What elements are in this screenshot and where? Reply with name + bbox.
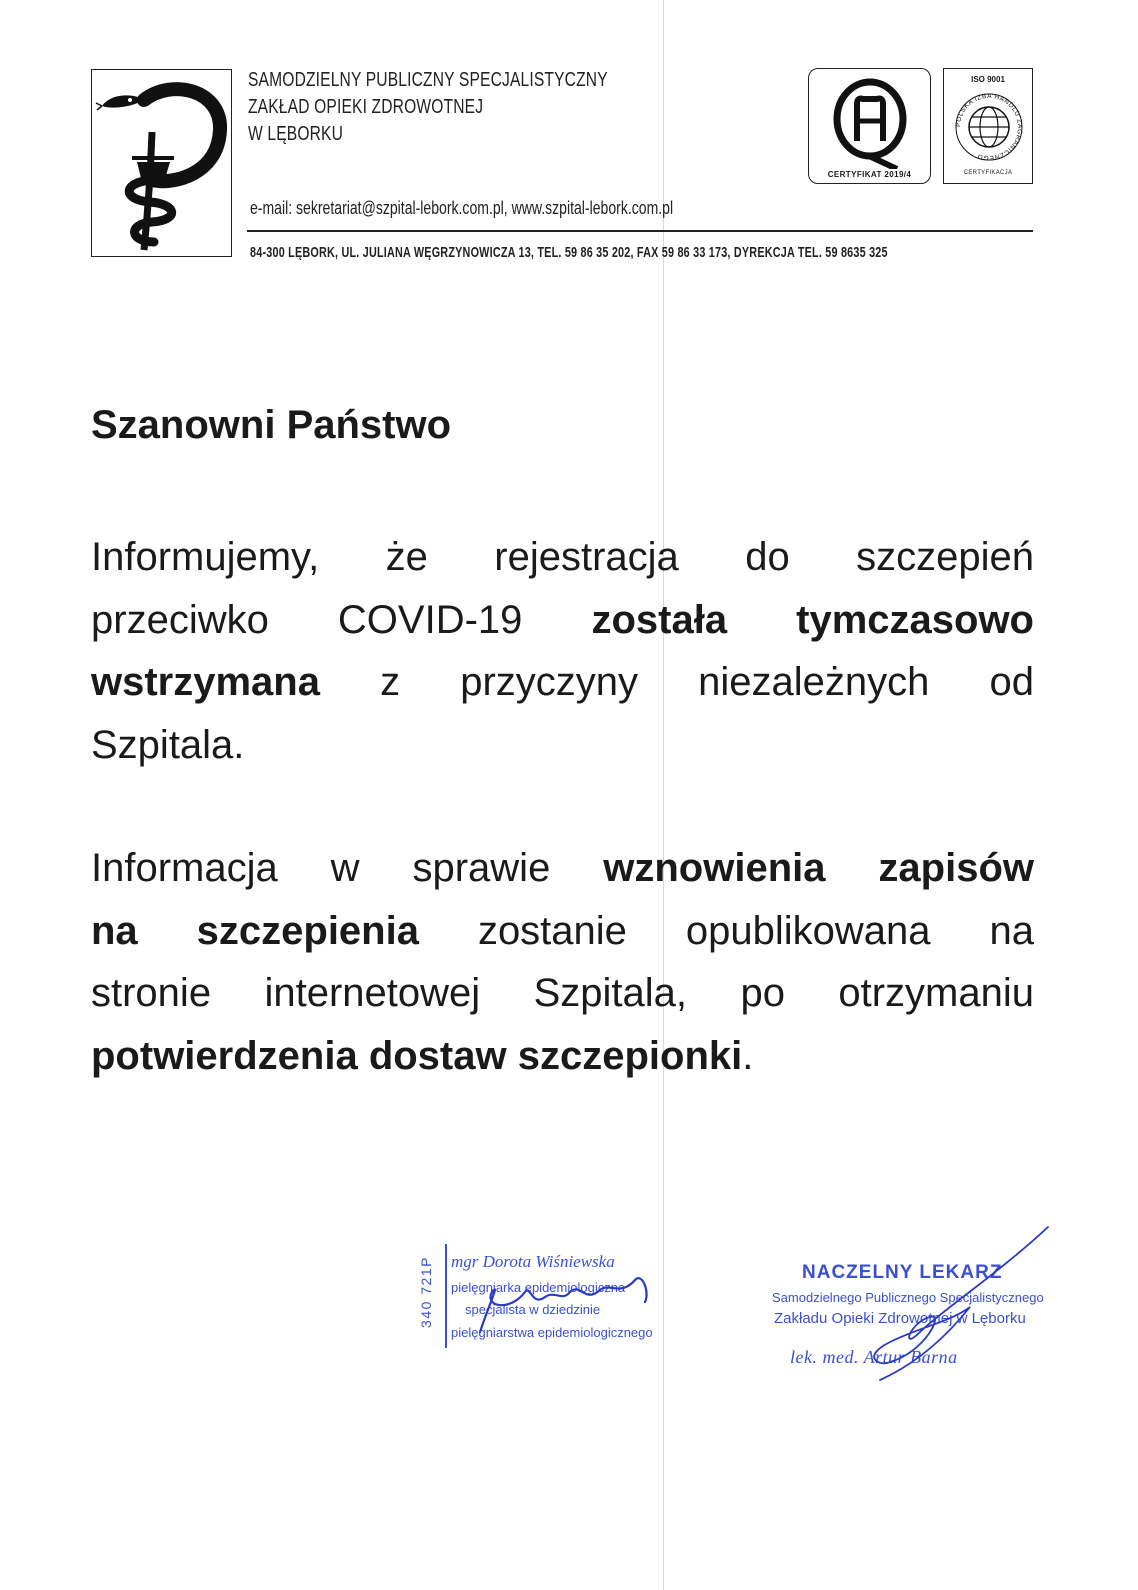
paragraph-line <box>91 589 1034 652</box>
iso-bottom-label: CERTYFIKACJA <box>963 170 1013 176</box>
text-run: . <box>742 1033 754 1078</box>
text-run: przeciwko COVID-19 <box>91 597 592 642</box>
snake-cup-icon <box>92 70 233 258</box>
stamp-name: mgr Dorota Wiśniewska <box>451 1252 615 1271</box>
stamp-org: Zakładu Opieki Zdrowotnej w Lęborku <box>774 1310 1026 1327</box>
stamp-side-number: 340 721P <box>417 1256 434 1328</box>
iso-ring-text: POLSKA IZBA HANDLU ZAGRANICZNEGO <box>954 92 1024 162</box>
hospital-name <box>248 67 608 148</box>
bold-text-run: wstrzymana <box>91 660 320 704</box>
paragraph-registration-suspended <box>91 526 1034 776</box>
paragraph-resumption-info <box>91 837 1034 1087</box>
chief-physician-signature <box>820 1222 1060 1392</box>
quality-q-icon <box>809 69 932 169</box>
nurse-signature <box>470 1262 670 1342</box>
bold-text-run: została tymczasowo <box>591 597 1034 642</box>
header-divider <box>247 230 1033 232</box>
quality-certificate-badge <box>808 68 931 184</box>
stamp-role: pielęgniarka epidemiologiczna <box>451 1280 626 1295</box>
stamp-role: pielęgniarstwa epidemiologicznego <box>451 1325 653 1340</box>
stamp-role: specjalista w dziedzinie <box>465 1302 601 1317</box>
stamp-divider <box>445 1244 447 1348</box>
bold-text-run: potwierdzenia dostaw szczepionki <box>91 1033 743 1078</box>
stamp-name: lek. med. Artur Barna <box>790 1347 958 1367</box>
address-line: 84-300 LĘBORK, UL. JULIANA WĘGRZYNOWICZA 13, TEL. 59 86 35 202, FAX 59 86 33 173, DYREKCJA TEL. 59 8635 325 <box>250 244 888 261</box>
salutation: Szanowni Państwo <box>91 403 452 447</box>
hospital-name-line: W LĘBORKU <box>248 123 344 145</box>
paragraph-line: stronie internetowej Szpitala, po otrzymaniu <box>91 971 1034 1015</box>
iso-label: ISO 9001 <box>971 75 1005 84</box>
iso-globe-icon <box>944 69 1034 185</box>
quality-certificate-caption: CERTYFIKAT 2019/4 <box>827 170 912 179</box>
hospital-name-line: SAMODZIELNY PUBLICZNY SPECJALISTYCZNY <box>248 69 608 91</box>
stamp-title: NACZELNY LEKARZ <box>802 1262 1003 1283</box>
hospital-name-line: ZAKŁAD OPIEKI ZDROWOTNEJ <box>248 96 484 118</box>
iso-certificate-badge <box>943 68 1033 184</box>
text-run: zostanie opublikowana na <box>477 908 1034 953</box>
bold-text-run: na szczepienia <box>91 908 419 953</box>
text-run: Informacja w sprawie <box>91 846 604 890</box>
stamp-org: Samodzielnego Publicznego Specjalistycznego <box>772 1290 1044 1305</box>
paragraph-line <box>91 837 1034 900</box>
contact-line: e-mail: sekretariat@szpital-lebork.com.pl, www.szpital-lebork.com.pl <box>250 198 674 218</box>
bold-text-run: wznowienia zapisów <box>603 846 1034 890</box>
paragraph-line: Informujemy, że rejestracja do szczepień <box>91 535 1034 579</box>
text-run: z przyczyny niezależnych od <box>380 660 1034 704</box>
hospital-logo <box>91 69 232 257</box>
paragraph-line <box>91 1025 1034 1088</box>
paragraph-line <box>91 900 1034 963</box>
paragraph-line <box>91 651 1034 714</box>
paragraph-line: Szpitala. <box>91 722 245 767</box>
